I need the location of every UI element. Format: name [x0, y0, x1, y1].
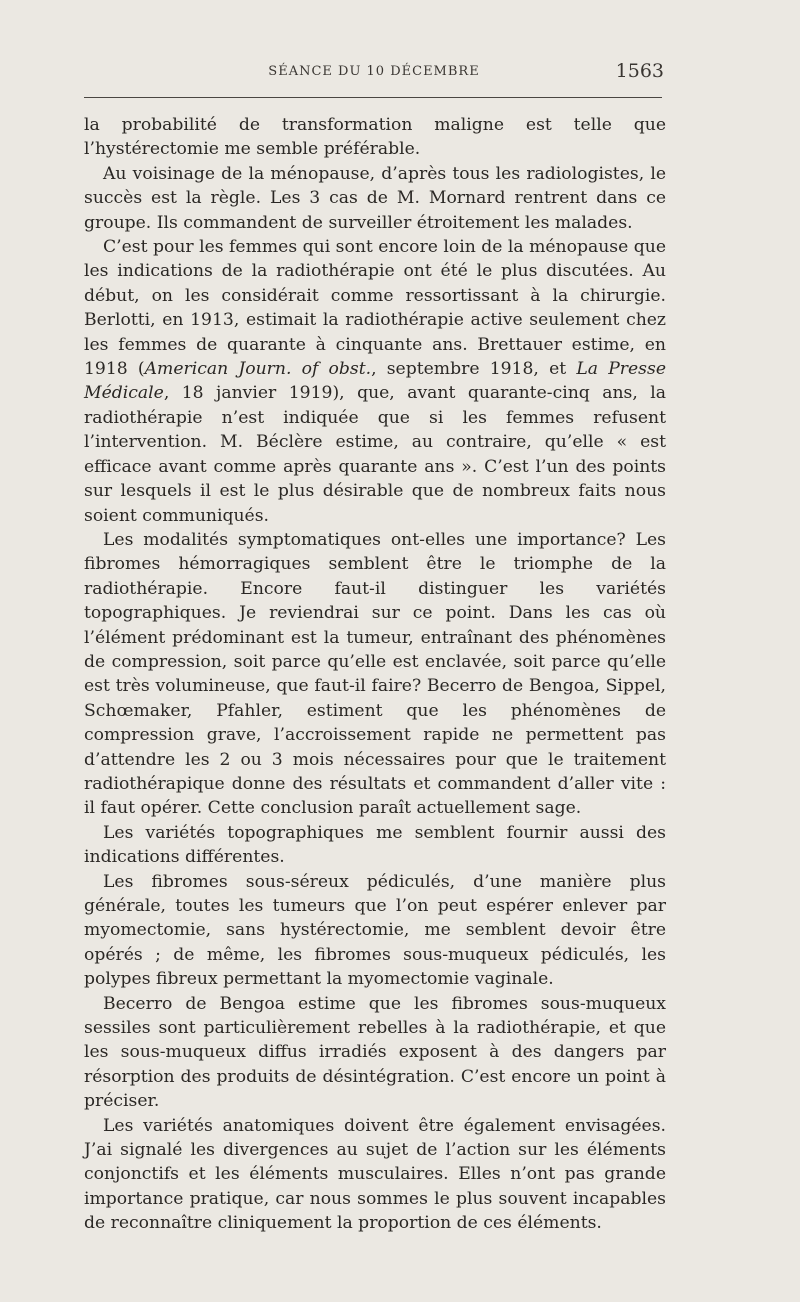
paragraph	[84, 992, 666, 1114]
body-text	[84, 113, 666, 1236]
paragraph-text: Au voisinage de la ménopause, d’après tous les radiologistes, le succès est la règle. Les 3 cas de M. Mornard rentrent dans ce groupe. Ils commandent de surveiller étroitement les malades.	[84, 163, 666, 233]
paragraph-text: Les variétés topographiques me semblent fournir aussi des indications différentes.	[84, 822, 666, 868]
journal-title: La Presse Médicale	[84, 359, 666, 404]
page-number: 1563	[615, 60, 664, 82]
paragraph-text: , septembre 1918, et	[371, 359, 577, 380]
paragraph-text: Les variétés anatomiques doivent être également envisagées. J’ai signalé les divergences au sujet de l’action sur les éléments conjonctifs et les éléments musculaires. Elles n’ont pas grande importance pratique, car nous sommes le plus souvent incapables de reconnaître cliniquement la proportion de ces éléments.	[84, 1115, 666, 1234]
running-title: SÉANCE DU 10 DÉCEMBRE	[268, 64, 480, 79]
paragraph-text: Les modalités symptomatiques ont-elles une importance? Les fibromes hémorragiques semblent être le triomphe de la radiothérapie. Encore faut-il distinguer les variétés topographiques. Je reviendrai sur ce point. Dans les cas où l’élément prédominant est la tumeur, entraînant des phénomènes de compression, soit parce qu’elle est enclavée, soit parce qu’elle est très volumineuse, que faut-il faire? Becerro de Bengoa, Sippel, Schœmaker, Pfahler, estiment que les phénomènes de compression grave, l’accroissement rapide ne permettent pas d’attendre les 2 ou 3 mois nécessaires pour que le traitement radiothérapique donne des résultats et commandent d’aller vite : il faut opérer. Cette conclusion paraît actuellement sage.	[84, 529, 666, 819]
paragraph	[84, 162, 666, 235]
paragraph	[84, 1114, 666, 1236]
journal-title: American Journ. of obst.	[144, 359, 372, 380]
paragraph	[84, 113, 666, 162]
paragraph	[84, 528, 666, 821]
paragraph-text: Becerro de Bengoa estime que les fibromes sous-muqueux sessiles sont particulièrement rebelles à la radiothérapie, et que les sous-muqueux diffus irradiés exposent à des dangers par résorption des produits de désintégration. C’est encore un point à préciser.	[84, 993, 666, 1112]
header-rule	[84, 97, 662, 98]
paragraph	[84, 870, 666, 992]
paragraph-text: la probabilité de transformation maligne est telle que l’hystérectomie me semble préférable.	[84, 115, 666, 160]
paragraph-text: , 18 janvier 1919), que, avant quarante-cinq ans, la radiothérapie n’est indiquée que si les femmes refusent l’intervention. M. Béclère estime, au contraire, qu’elle « est efficace avant comme après quarante ans ». C’est l’un des points sur lesquels il est le plus désirable que de nombreux faits nous soient communiqués.	[84, 383, 666, 526]
paragraph	[84, 821, 666, 870]
paragraph	[84, 235, 666, 528]
running-head	[84, 60, 664, 86]
paragraph-text: Les fibromes sous-séreux pédiculés, d’une manière plus générale, toutes les tumeurs que l’on peut espérer enlever par myomectomie, sans hystérectomie, me semblent devoir être opérés ; de même, les fibromes sous-muqueux pédiculés, les polypes fibreux permettant la myomectomie vaginale.	[84, 871, 666, 990]
paragraph-text: C’est pour les femmes qui sont encore loin de la ménopause que les indications de la radiothérapie ont été le plus discutées. Au début, on les considérait comme ressortissant à la chirurgie. Berlotti, en 1913, estimait la radiothérapie active seulement chez les femmes de quarante à cinquante ans. Brettauer estime, en 1918 (	[84, 237, 666, 380]
